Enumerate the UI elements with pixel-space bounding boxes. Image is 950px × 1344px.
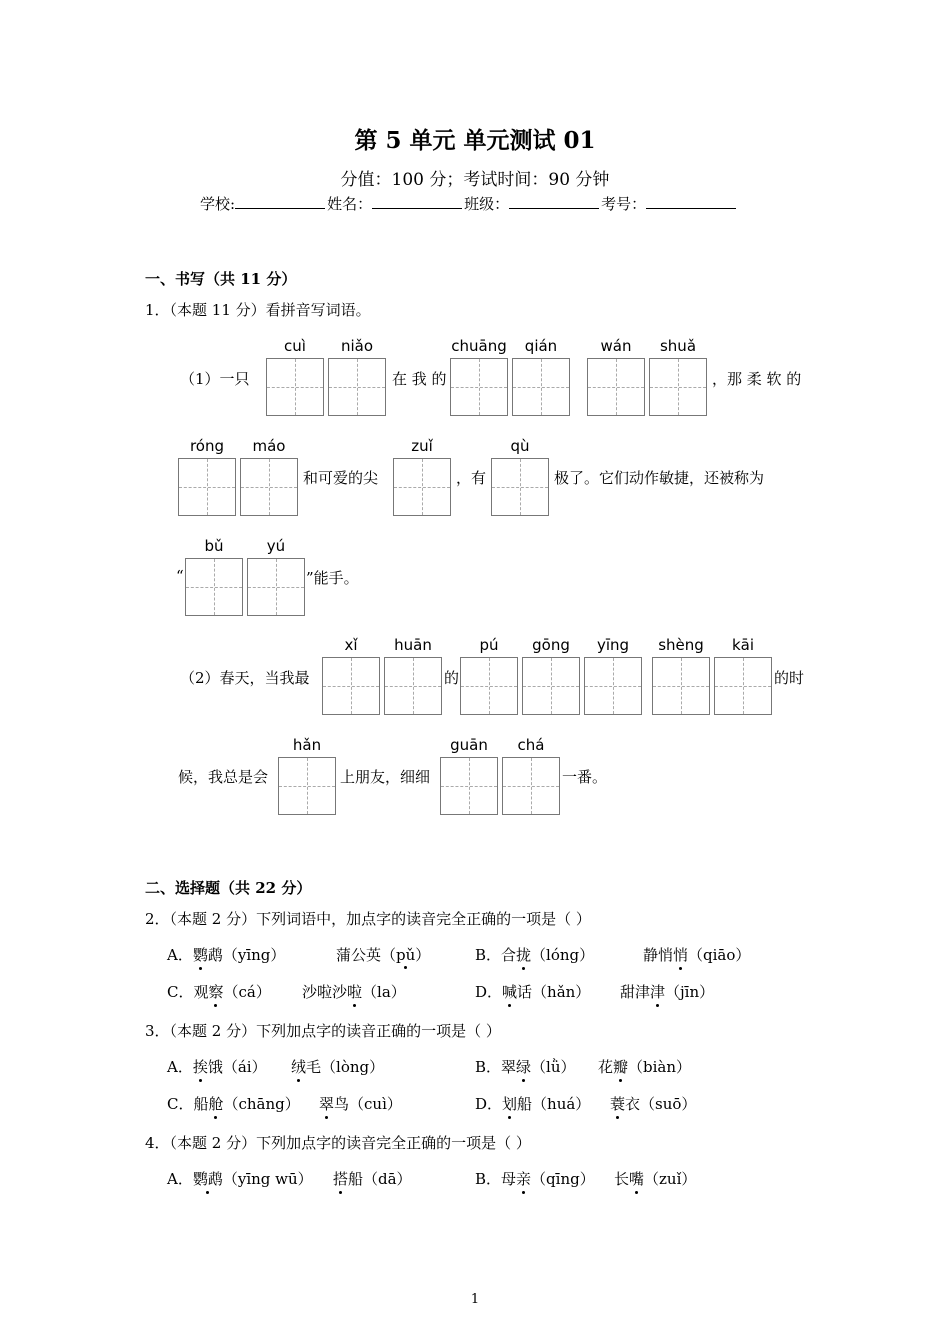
dotted-char: 啦 (347, 983, 363, 1001)
pinyin-label: máo (252, 437, 286, 455)
section-heading-choice: 二、选择题（共 22 分） (145, 879, 312, 897)
dotted-char: 嘴 (629, 1170, 645, 1188)
option-text: B．翠 (475, 1058, 517, 1076)
writing-box[interactable] (714, 657, 772, 715)
dotted-char: 津 (650, 983, 666, 1001)
option-B-item-2 (643, 944, 750, 965)
question-3-stem: 3．（本题 2 分）下列加点字的读音正确的一项是（ ） (145, 1022, 501, 1040)
sentence-text: ，那 柔 软 的 (712, 370, 802, 388)
option-A[interactable] (167, 1168, 313, 1189)
dotted-char: 蓑 (610, 1095, 626, 1113)
sentence-text: 和可爱的尖 (303, 469, 379, 487)
option-C-item-2 (302, 981, 406, 1002)
option-A-item-2 (336, 944, 430, 965)
writing-box[interactable] (384, 657, 442, 715)
dotted-char: 拢 (516, 946, 532, 964)
writing-box[interactable] (266, 358, 324, 416)
page-title: 第 5 单元 单元测试 01 (354, 127, 596, 154)
pinyin-label: xǐ (344, 636, 358, 654)
pinyin-label: yīng (596, 636, 630, 654)
writing-box[interactable] (491, 458, 549, 516)
option-text: （qiāo） (688, 946, 751, 964)
option-text: （zuǐ） (644, 1170, 697, 1188)
dotted-char: 鹦鹉 (192, 1170, 223, 1188)
option-text: A． (167, 946, 193, 964)
question-1-stem: 1．（本题 11 分）看拼音写词语。 (145, 301, 371, 319)
option-text: （cá） (223, 983, 271, 1001)
pinyin-label: kāi (731, 636, 755, 654)
option-text: （jīn） (665, 983, 715, 1001)
sentence-text: 的 (444, 669, 460, 687)
writing-box[interactable] (178, 458, 236, 516)
exam-number-label: 考号： (601, 195, 647, 213)
option-D[interactable] (475, 981, 590, 1002)
sentence-text: ”能手。 (306, 569, 359, 587)
dotted-char: 搭 (333, 1170, 349, 1188)
sentence-text: 的时 (774, 669, 805, 687)
writing-box[interactable] (512, 358, 570, 416)
pinyin-label: bǔ (204, 537, 224, 555)
exam-subtitle: 分值：100 分；考试时间：90 分钟 (340, 170, 610, 190)
writing-box[interactable] (322, 657, 380, 715)
option-A-item-2 (333, 1168, 412, 1189)
dotted-char: 绿 (516, 1058, 532, 1076)
option-text: （chāng） (223, 1095, 300, 1113)
option-A-item-2 (291, 1056, 384, 1077)
pinyin-label: cuì (284, 337, 306, 355)
option-text: 静悄 (643, 946, 674, 964)
option-text: （lǜ） (531, 1058, 576, 1076)
option-text: （la） (362, 983, 406, 1001)
pinyin-label: yú (266, 537, 286, 555)
writing-box[interactable] (502, 757, 560, 815)
school-label: 学校: (200, 195, 236, 213)
sentence-text: （1）一只 (180, 370, 250, 388)
option-text: 话（hǎn） (517, 983, 591, 1001)
option-text: 长 (614, 1170, 630, 1188)
option-C[interactable] (167, 1093, 300, 1114)
option-text: 沙啦沙 (302, 983, 348, 1001)
school-blank[interactable] (235, 194, 325, 209)
sentence-text: （2）春天，当我最 (180, 669, 310, 687)
dotted-char: 翠 (319, 1095, 335, 1113)
sentence-text: 极了。它们动作敏捷，还被称为 (554, 469, 765, 487)
sentence-text: 上朋友，细细 (340, 768, 431, 786)
sentence-text: 候，我总是会 (178, 768, 269, 786)
pinyin-label: pú (479, 636, 499, 654)
dotted-char: 鹦 (192, 946, 208, 964)
option-B-item-2 (598, 1056, 691, 1077)
page-number: 1 (470, 1292, 480, 1307)
option-D-item-2 (620, 981, 714, 1002)
writing-box[interactable] (522, 657, 580, 715)
option-text: 船（dā） (348, 1170, 412, 1188)
pinyin-label: guān (450, 736, 488, 754)
writing-box[interactable] (393, 458, 451, 516)
option-text: 甜津 (620, 983, 651, 1001)
sentence-text: “ (176, 567, 184, 585)
writing-box[interactable] (450, 358, 508, 416)
writing-box[interactable] (460, 657, 518, 715)
pinyin-label: niǎo (340, 337, 374, 355)
dotted-char: 喊 (502, 983, 518, 1001)
option-text: C．船 (167, 1095, 209, 1113)
dotted-char: pǔ (396, 946, 416, 964)
pinyin-label: zuǐ (411, 437, 433, 455)
writing-box[interactable] (587, 358, 645, 416)
option-text: B．合 (475, 946, 517, 964)
class-label: 班级： (464, 195, 510, 213)
writing-box[interactable] (278, 757, 336, 815)
option-text: C．观 (167, 983, 209, 1001)
option-A[interactable] (167, 1056, 267, 1077)
option-B[interactable] (475, 1168, 595, 1189)
option-text: （yīng wū） (222, 1170, 313, 1188)
option-C[interactable] (167, 981, 271, 1002)
pinyin-label: wán (600, 337, 632, 355)
option-D[interactable] (475, 1093, 590, 1114)
dotted-char: 划 (502, 1095, 518, 1113)
option-text: D． (475, 983, 503, 1001)
pinyin-label: qù (510, 437, 530, 455)
option-text: ） (415, 946, 431, 964)
pinyin-label: hǎn (292, 736, 322, 754)
writing-box[interactable] (649, 358, 707, 416)
sentence-text: 在 我 的 (392, 370, 447, 388)
option-text: 蒲公英（ (336, 946, 397, 964)
student-info-line (200, 193, 738, 214)
pinyin-label: gōng (532, 636, 570, 654)
dotted-char: 瓣 (613, 1058, 629, 1076)
option-text: 饿（ái） (207, 1058, 267, 1076)
option-text: 毛（lòng） (306, 1058, 385, 1076)
writing-box[interactable] (652, 657, 710, 715)
dotted-char: 察 (208, 983, 224, 1001)
section-heading-writing: 一、书写（共 11 分） (145, 270, 297, 288)
option-D-item-2 (610, 1093, 696, 1114)
writing-box[interactable] (247, 558, 305, 616)
pinyin-label: chá (517, 736, 545, 754)
question-2-stem: 2．（本题 2 分）下列词语中，加点字的读音完全正确的一项是（ ） (145, 910, 591, 928)
dotted-char: 舱 (208, 1095, 224, 1113)
pinyin-label: qián (524, 337, 558, 355)
writing-box[interactable] (328, 358, 386, 416)
option-text: A． (167, 1058, 193, 1076)
pinyin-label: chuāng (451, 337, 507, 355)
option-B[interactable] (475, 944, 594, 965)
name-label: 姓名： (327, 195, 373, 213)
option-text: 船（huá） (517, 1095, 591, 1113)
pinyin-label: huān (394, 636, 432, 654)
option-text: 鸟（cuì） (334, 1095, 402, 1113)
name-blank[interactable] (372, 194, 462, 209)
option-text: 花 (598, 1058, 614, 1076)
class-blank[interactable] (509, 194, 599, 209)
pinyin-label: róng (189, 437, 225, 455)
question-4-stem: 4．（本题 2 分）下列加点字的读音完全正确的一项是（ ） (145, 1134, 531, 1152)
option-text: （qīng） (531, 1170, 595, 1188)
writing-box[interactable] (185, 558, 243, 616)
option-B[interactable] (475, 1056, 576, 1077)
option-C-item-2 (319, 1093, 402, 1114)
option-text: A． (167, 1170, 193, 1188)
option-text: （lóng） (531, 946, 595, 964)
option-text: 衣（suō） (625, 1095, 697, 1113)
writing-box[interactable] (584, 657, 642, 715)
writing-box[interactable] (440, 757, 498, 815)
dotted-char: 亲 (516, 1170, 532, 1188)
writing-box[interactable] (240, 458, 298, 516)
option-text: B．母 (475, 1170, 517, 1188)
option-text: （biàn） (628, 1058, 692, 1076)
option-text: 鹉（yīng） (207, 946, 286, 964)
option-B-item-2 (614, 1168, 696, 1189)
exam-number-blank[interactable] (646, 194, 736, 209)
pinyin-label: shèng (658, 636, 704, 654)
option-A[interactable] (167, 944, 285, 965)
dotted-char: 绒 (291, 1058, 307, 1076)
sentence-text: ，有 (456, 469, 487, 487)
pinyin-label: shuǎ (659, 337, 697, 355)
dotted-char: 挨 (192, 1058, 208, 1076)
dotted-char: 悄 (673, 946, 689, 964)
sentence-text: 一番。 (562, 768, 608, 786)
option-text: D． (475, 1095, 503, 1113)
